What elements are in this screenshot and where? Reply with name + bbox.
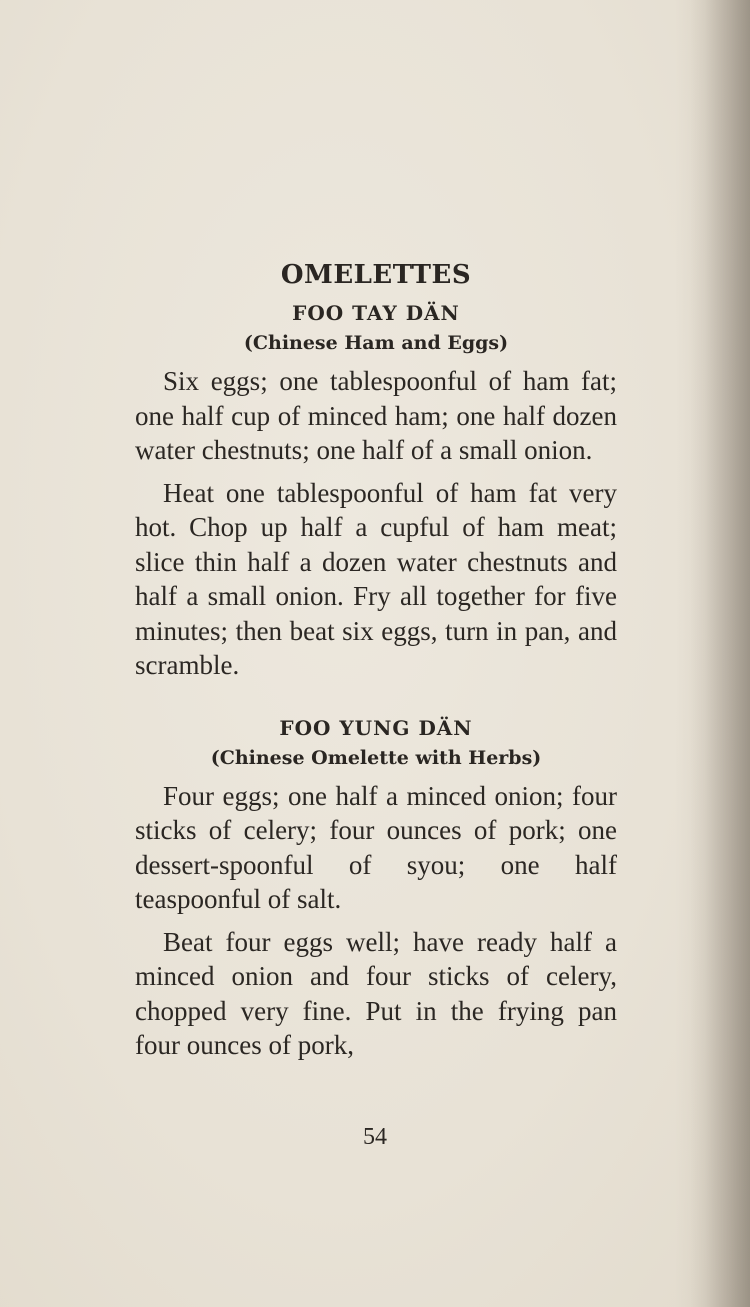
- recipe-foo-tay-dan: [135, 298, 617, 683]
- recipe-foo-yung-dan: [135, 713, 617, 1063]
- recipe-title: FOO YUNG DÄN: [279, 715, 473, 740]
- page-text: [135, 258, 617, 1063]
- instructions-paragraph: Heat one tablespoonful of ham fat very hot. Chop up half a cupful of ham meat; slice thin half a dozen water chestnuts and half a small onion. Fry all together for five minutes; then beat six eggs, turn in pan, and scramble.: [135, 477, 617, 680]
- recipe-subtitle: (Chinese Ham and Eggs): [243, 332, 509, 354]
- section-title: OMELETTES: [280, 260, 472, 290]
- page-number: 54: [363, 1124, 387, 1150]
- ingredients-paragraph: Four eggs; one half a minced onion; four sticks of celery; four ounces of pork; one dessert-spoonful of syou; one half teaspoonful of salt.: [135, 780, 617, 914]
- page-edge-shadow: [690, 0, 750, 1307]
- recipe-title: FOO TAY DÄN: [292, 301, 460, 325]
- recipe-subtitle: (Chinese Omelette with Herbs): [210, 746, 542, 769]
- ingredients-paragraph: Six eggs; one tablespoonful of ham fat; one half cup of minced ham; one half dozen water chestnuts; one half of a small onion.: [135, 366, 617, 465]
- instructions-paragraph: Beat four eggs well; have ready half a minced onion and four sticks of celery, chopped very fine. Put in the frying pan four ounces of pork,: [135, 926, 617, 1060]
